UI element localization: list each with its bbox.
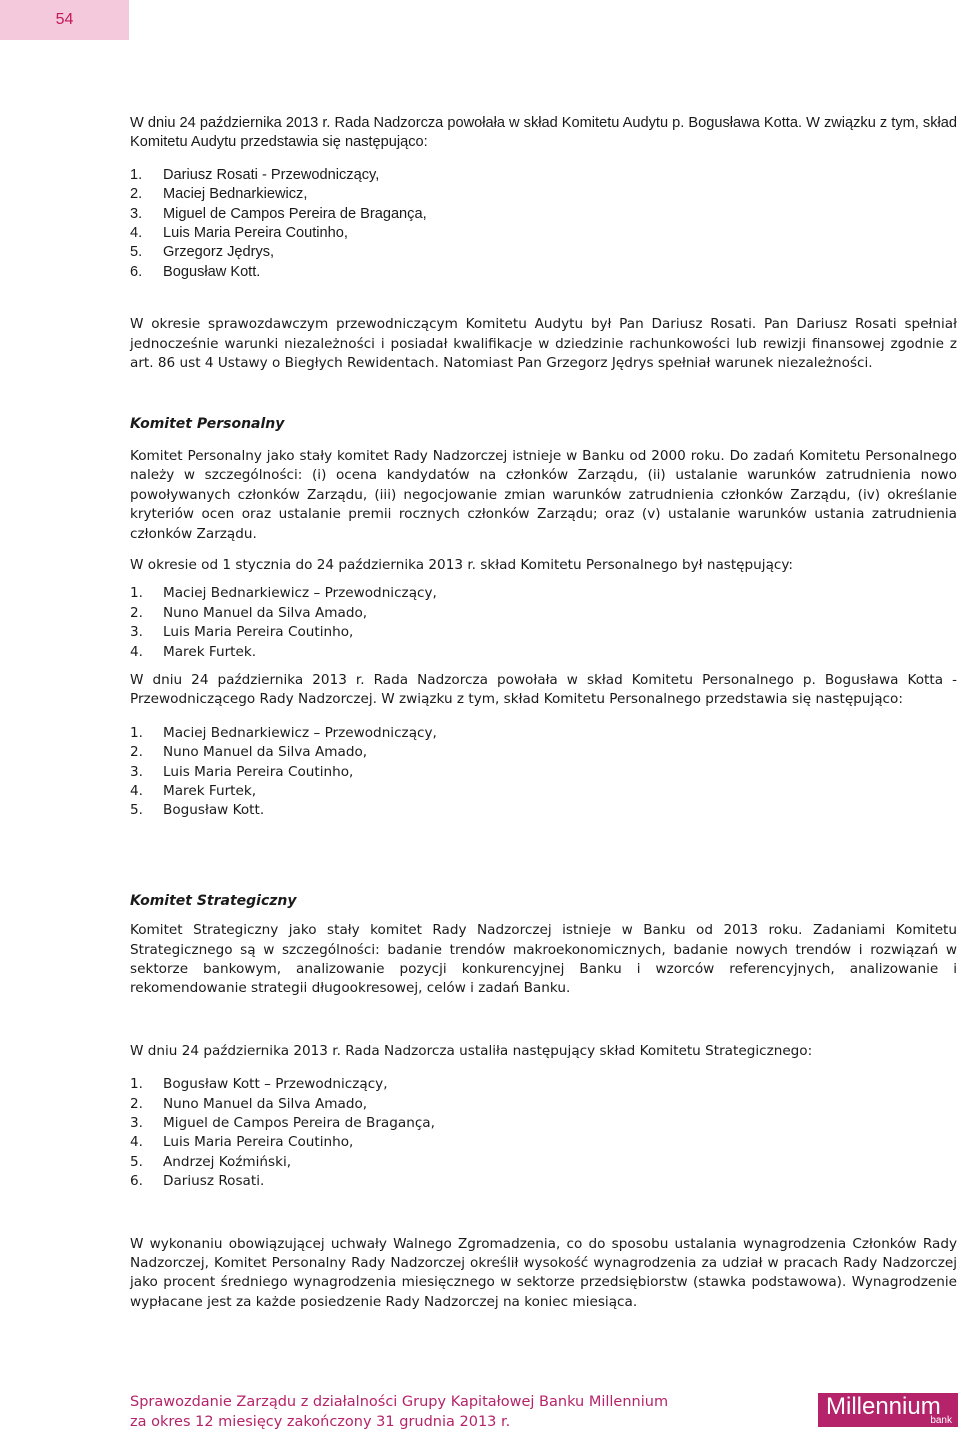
personnel-committee-period: W okresie od 1 stycznia do 24 października 2013 r. skład Komitetu Personalnego był następujący: (130, 556, 794, 573)
list-item: 2. Nuno Manuel da Silva Amado, (130, 604, 368, 621)
audit-committee-intro: W dniu 24 października 2013 r. Rada Nadzorcza powołała w skład Komitetu Audytu p. Bogusława Kotta. W związku z tym, skład Komitetu Audytu przedstawia się następująco: (130, 115, 957, 151)
logo-name: Millennium (826, 1393, 941, 1420)
list-item: 2. Nuno Manuel da Silva Amado, (130, 744, 368, 761)
section-heading: Komitet Strategiczny (130, 892, 297, 909)
personnel-committee-list-2 (130, 724, 957, 821)
list-item: 4. Luis Maria Pereira Coutinho, (130, 1134, 354, 1151)
list-item: 1. Maciej Bednarkiewicz – Przewodniczący, (130, 724, 437, 741)
millennium-logo (818, 1393, 958, 1427)
list-item: 3. Miguel de Campos Pereira de Bragança, (130, 205, 427, 222)
personnel-committee-change: W dniu 24 października 2013 r. Rada Nadzorcza powołała w skład Komitetu Personalnego p. Bogusława Kotta - Przewodniczącego Rady Nadzorczej. W związku z tym, skład Komitetu Personalnego przedstawia się następująco: (130, 671, 957, 708)
list-item: 5. Bogusław Kott. (130, 802, 265, 819)
list-item: 6. Bogusław Kott. (130, 263, 261, 280)
audit-committee-section (130, 114, 957, 282)
strategic-committee-list (130, 1075, 957, 1191)
list-item: 4. Luis Maria Pereira Coutinho, (130, 225, 348, 242)
page-number: 54 (0, 0, 129, 40)
audit-committee-list (130, 166, 957, 282)
list-item: 1. Bogusław Kott – Przewodniczący, (130, 1076, 388, 1093)
list-item: 3. Luis Maria Pereira Coutinho, (130, 763, 354, 780)
list-item: 4. Marek Furtek, (130, 782, 257, 799)
list-item: 1. Maciej Bednarkiewicz – Przewodniczący, (130, 585, 437, 602)
list-item: 2. Maciej Bednarkiewicz, (130, 186, 308, 203)
list-item: 3. Luis Maria Pereira Coutinho, (130, 624, 354, 641)
document-body (130, 114, 957, 1312)
personnel-committee-paragraph: Komitet Personalny jako stały komitet Rady Nadzorczej istnieje w Banku od 2000 roku. Do zadań Komitetu Personalnego należy w szczególności: (i) ocena kandydatów na członków Zarządu, (ii) ustalanie warunków zatrudnienia nowo powoływanych członków Zarządu, (iii) negocjowanie zmian warunków zatrudnienia członków Zarządu, (iv) określanie kryteriów ocen oraz ustalanie premii rocznych członków Zarządu; oraz (v) ustalanie warunków ustania zatrudnienia członków Zarządu. (130, 447, 957, 542)
audit-committee-paragraph: W okresie sprawozdawczym przewodniczącym Komitetu Audytu był Pan Dariusz Rosati. Pan Dariusz Rosati spełniał jednocześnie warunki niezależności i posiadał kwalifikacje w dziedzinie rachunkowości lub rewizji finansowej zgodnie z art. 86 ust 4 Ustawy o Biegłych Rewidentach. Natomiast Pan Grzegorz Jędrys spełniał warunek niezależności. (130, 316, 957, 372)
section-heading: Komitet Personalny (130, 416, 285, 433)
strategic-committee-paragraph: Komitet Strategiczny jako stały komitet Rady Nadzorczej istnieje w Banku od 2013 roku. Zadaniami Komitetu Strategicznego są w szczególności: badanie trendów makroekonomicznych, badanie nowych trendów i rozwiązań w sektorze bankowym, analizowanie pozycji konkurencyjnej Banku i wzorców referencyjnych, analizowanie i rekomendowanie strategii długookresowej, celów i zadań Banku. (130, 922, 957, 997)
list-item: 6. Dariusz Rosati. (130, 1173, 265, 1190)
list-item: 5. Andrzej Koźmiński, (130, 1153, 292, 1170)
strategic-committee-intro: W dniu 24 października 2013 r. Rada Nadzorcza ustaliła następujący skład Komitetu Strategicznego: (130, 1042, 813, 1059)
personnel-committee-list-1 (130, 584, 957, 662)
remuneration-paragraph: W wykonaniu obowiązującej uchwały Walnego Zgromadzenia, co do sposobu ustalania wynagrodzenia Członków Rady Nadzorczej, Komitet Personalny Rady Nadzorczej określił wysokość wynagrodzenia za udział w pracach Rady Nadzorczej jako procent średniego wynagrodzenia miesięcznego w sektorze przedsiębiorstw (stawka podstawowa). Wynagrodzenie wypłacane jest za każde posiedzenie Rady Nadzorczej na koniec miesiąca. (130, 1235, 957, 1310)
footer-line-1: Sprawozdanie Zarządu z działalności Grupy Kapitałowej Banku Millennium (130, 1394, 669, 1410)
footer-line-2: za okres 12 miesięcy zakończony 31 grudnia 2013 r. (130, 1414, 511, 1430)
list-item: 4. Marek Furtek. (130, 643, 257, 660)
list-item: 2. Nuno Manuel da Silva Amado, (130, 1095, 368, 1112)
list-item: 5. Grzegorz Jędrys, (130, 244, 275, 261)
list-item: 1. Dariusz Rosati - Przewodniczący, (130, 166, 380, 183)
footer (130, 1392, 668, 1432)
list-item: 3. Miguel de Campos Pereira de Bragança, (130, 1115, 435, 1132)
logo-sub: bank (930, 1415, 952, 1426)
